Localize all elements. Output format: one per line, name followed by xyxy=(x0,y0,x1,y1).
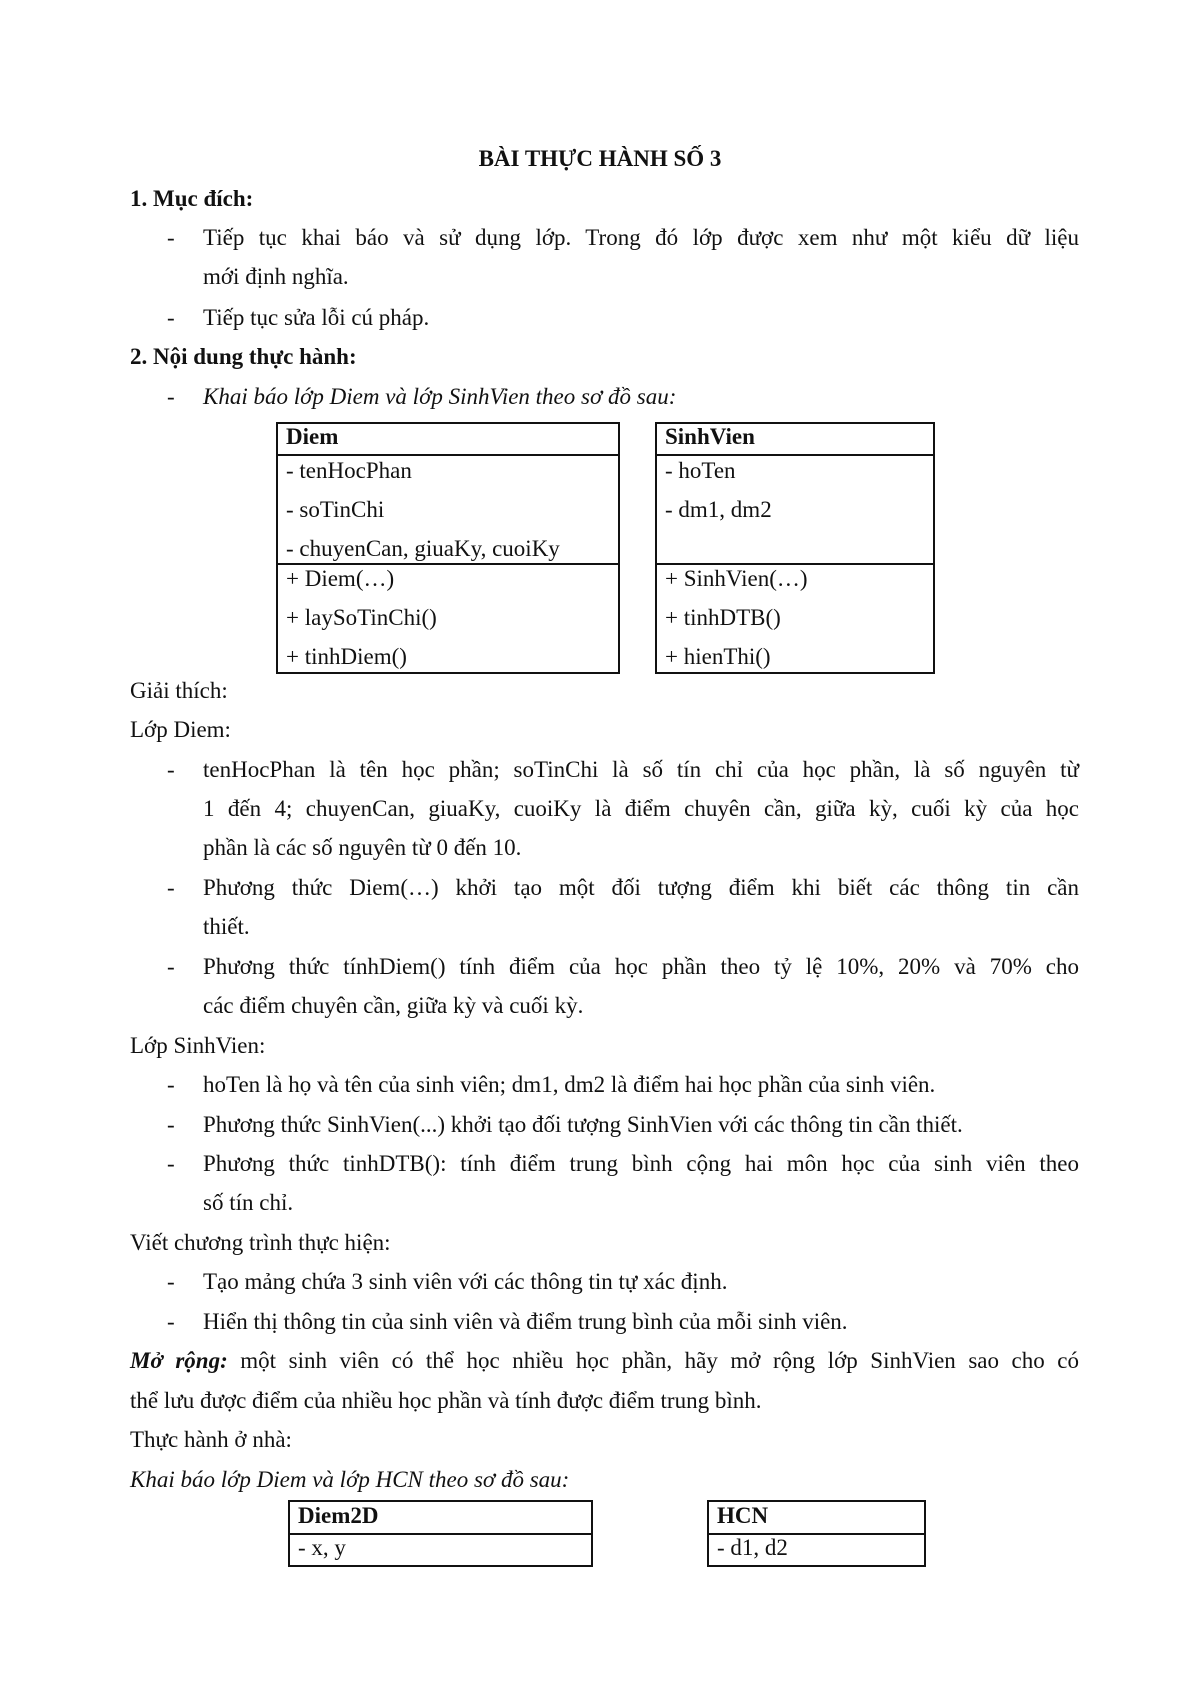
bullet-dash: - xyxy=(167,305,175,330)
uml-class-diem2d xyxy=(288,1500,593,1567)
extend-line-2: thể lưu được điểm của nhiều học phần và tính được điểm trung bình. xyxy=(130,1388,762,1413)
attribute: - soTinChi xyxy=(286,497,385,522)
method: + tinhDiem() xyxy=(286,644,407,669)
page-title: BÀI THỰC HÀNH SỐ 3 xyxy=(478,146,722,171)
uml-class-diem xyxy=(276,422,620,674)
class-name: Diem xyxy=(286,424,339,449)
explain-label: Giải thích: xyxy=(130,678,228,703)
program-item-1: Tạo mảng chứa 3 sinh viên với các thông tin tự xác định. xyxy=(203,1269,728,1294)
section-1-heading: 1. Mục đích: xyxy=(130,186,254,211)
purpose-item-1-line-1: Tiếp tục khai báo và sử dụng lớp. Trong đó lớp được xem như một kiểu dữ liệu xyxy=(203,225,1079,250)
attribute: - chuyenCan, giuaKy, cuoiKy xyxy=(286,536,560,561)
extend-text: một sinh viên có thể học nhiều học phần, hãy mở rộng lớp SinhVien sao cho có xyxy=(227,1348,1080,1373)
home-intro: Khai báo lớp Diem và lớp HCN theo sơ đồ sau: xyxy=(130,1467,570,1492)
bullet-dash: - xyxy=(167,1072,175,1097)
bullet-dash: - xyxy=(167,384,175,409)
diem-item-1-line-2: 1 đến 4; chuyenCan, giuaKy, cuoiKy là điểm chuyên cần, giữa kỳ, cuối kỳ của học xyxy=(203,796,1079,821)
sv-item-2: Phương thức SinhVien(...) khởi tạo đối tượng SinhVien với các thông tin cần thiết. xyxy=(203,1112,963,1137)
attribute: - hoTen xyxy=(665,458,736,483)
extend-line-1 xyxy=(130,1348,1079,1374)
section-2-heading: 2. Nội dung thực hành: xyxy=(130,344,357,369)
purpose-item-1-line-2: mới định nghĩa. xyxy=(203,264,349,289)
class-diem-label: Lớp Diem: xyxy=(130,717,231,742)
diem-item-2-line-1: Phương thức Diem(…) khởi tạo một đối tượng điểm khi biết các thông tin cần xyxy=(203,875,1079,900)
bullet-dash: - xyxy=(167,1269,175,1294)
uml-class-hcn xyxy=(707,1500,926,1567)
bullet-dash: - xyxy=(167,757,175,782)
method: + laySoTinChi() xyxy=(286,605,437,630)
method: + SinhVien(…) xyxy=(665,566,808,591)
bullet-dash: - xyxy=(167,1112,175,1137)
attribute: - tenHocPhan xyxy=(286,458,412,483)
bullet-dash: - xyxy=(167,1151,175,1176)
method: + hienThi() xyxy=(665,644,771,669)
method: + tinhDTB() xyxy=(665,605,781,630)
method: + Diem(…) xyxy=(286,566,395,591)
class-name: HCN xyxy=(717,1503,769,1528)
sv-item-3-line-1: Phương thức tinhDTB(): tính điểm trung bình cộng hai môn học của sinh viên theo xyxy=(203,1151,1079,1176)
purpose-item-2: Tiếp tục sửa lỗi cú pháp. xyxy=(203,305,430,330)
attribute: - d1, d2 xyxy=(717,1535,788,1560)
bullet-dash: - xyxy=(167,1309,175,1334)
bullet-dash: - xyxy=(167,954,175,979)
bullet-dash: - xyxy=(167,875,175,900)
diagram-intro: Khai báo lớp Diem và lớp SinhVien theo sơ đồ sau: xyxy=(203,384,677,409)
diem-item-1-line-3: phần là các số nguyên từ 0 đến 10. xyxy=(203,835,522,860)
class-name: SinhVien xyxy=(665,424,755,449)
diem-item-1-line-1: tenHocPhan là tên học phần; soTinChi là số tín chỉ của học phần, là số nguyên từ xyxy=(203,757,1079,782)
extend-label: Mở rộng: xyxy=(130,1348,228,1373)
bullet-dash: - xyxy=(167,225,175,250)
program-item-2: Hiển thị thông tin của sinh viên và điểm trung bình của mỗi sinh viên. xyxy=(203,1309,848,1334)
diem-item-3-line-2: các điểm chuyên cần, giữa kỳ và cuối kỳ. xyxy=(203,993,584,1018)
program-label: Viết chương trình thực hiện: xyxy=(130,1230,391,1255)
diem-item-3-line-1: Phương thức tínhDiem() tính điểm của học phần theo tỷ lệ 10%, 20% và 70% cho xyxy=(203,954,1079,979)
class-name: Diem2D xyxy=(298,1503,379,1528)
attribute: - x, y xyxy=(298,1535,346,1560)
sv-item-1: hoTen là họ và tên của sinh viên; dm1, dm2 là điểm hai học phần của sinh viên. xyxy=(203,1072,936,1097)
sv-item-3-line-2: số tín chỉ. xyxy=(203,1190,294,1215)
home-label: Thực hành ở nhà: xyxy=(130,1427,292,1452)
diem-item-2-line-2: thiết. xyxy=(203,914,250,939)
attribute: - dm1, dm2 xyxy=(665,497,772,522)
class-sinhvien-label: Lớp SinhVien: xyxy=(130,1033,266,1058)
uml-class-sinhvien xyxy=(655,422,935,674)
